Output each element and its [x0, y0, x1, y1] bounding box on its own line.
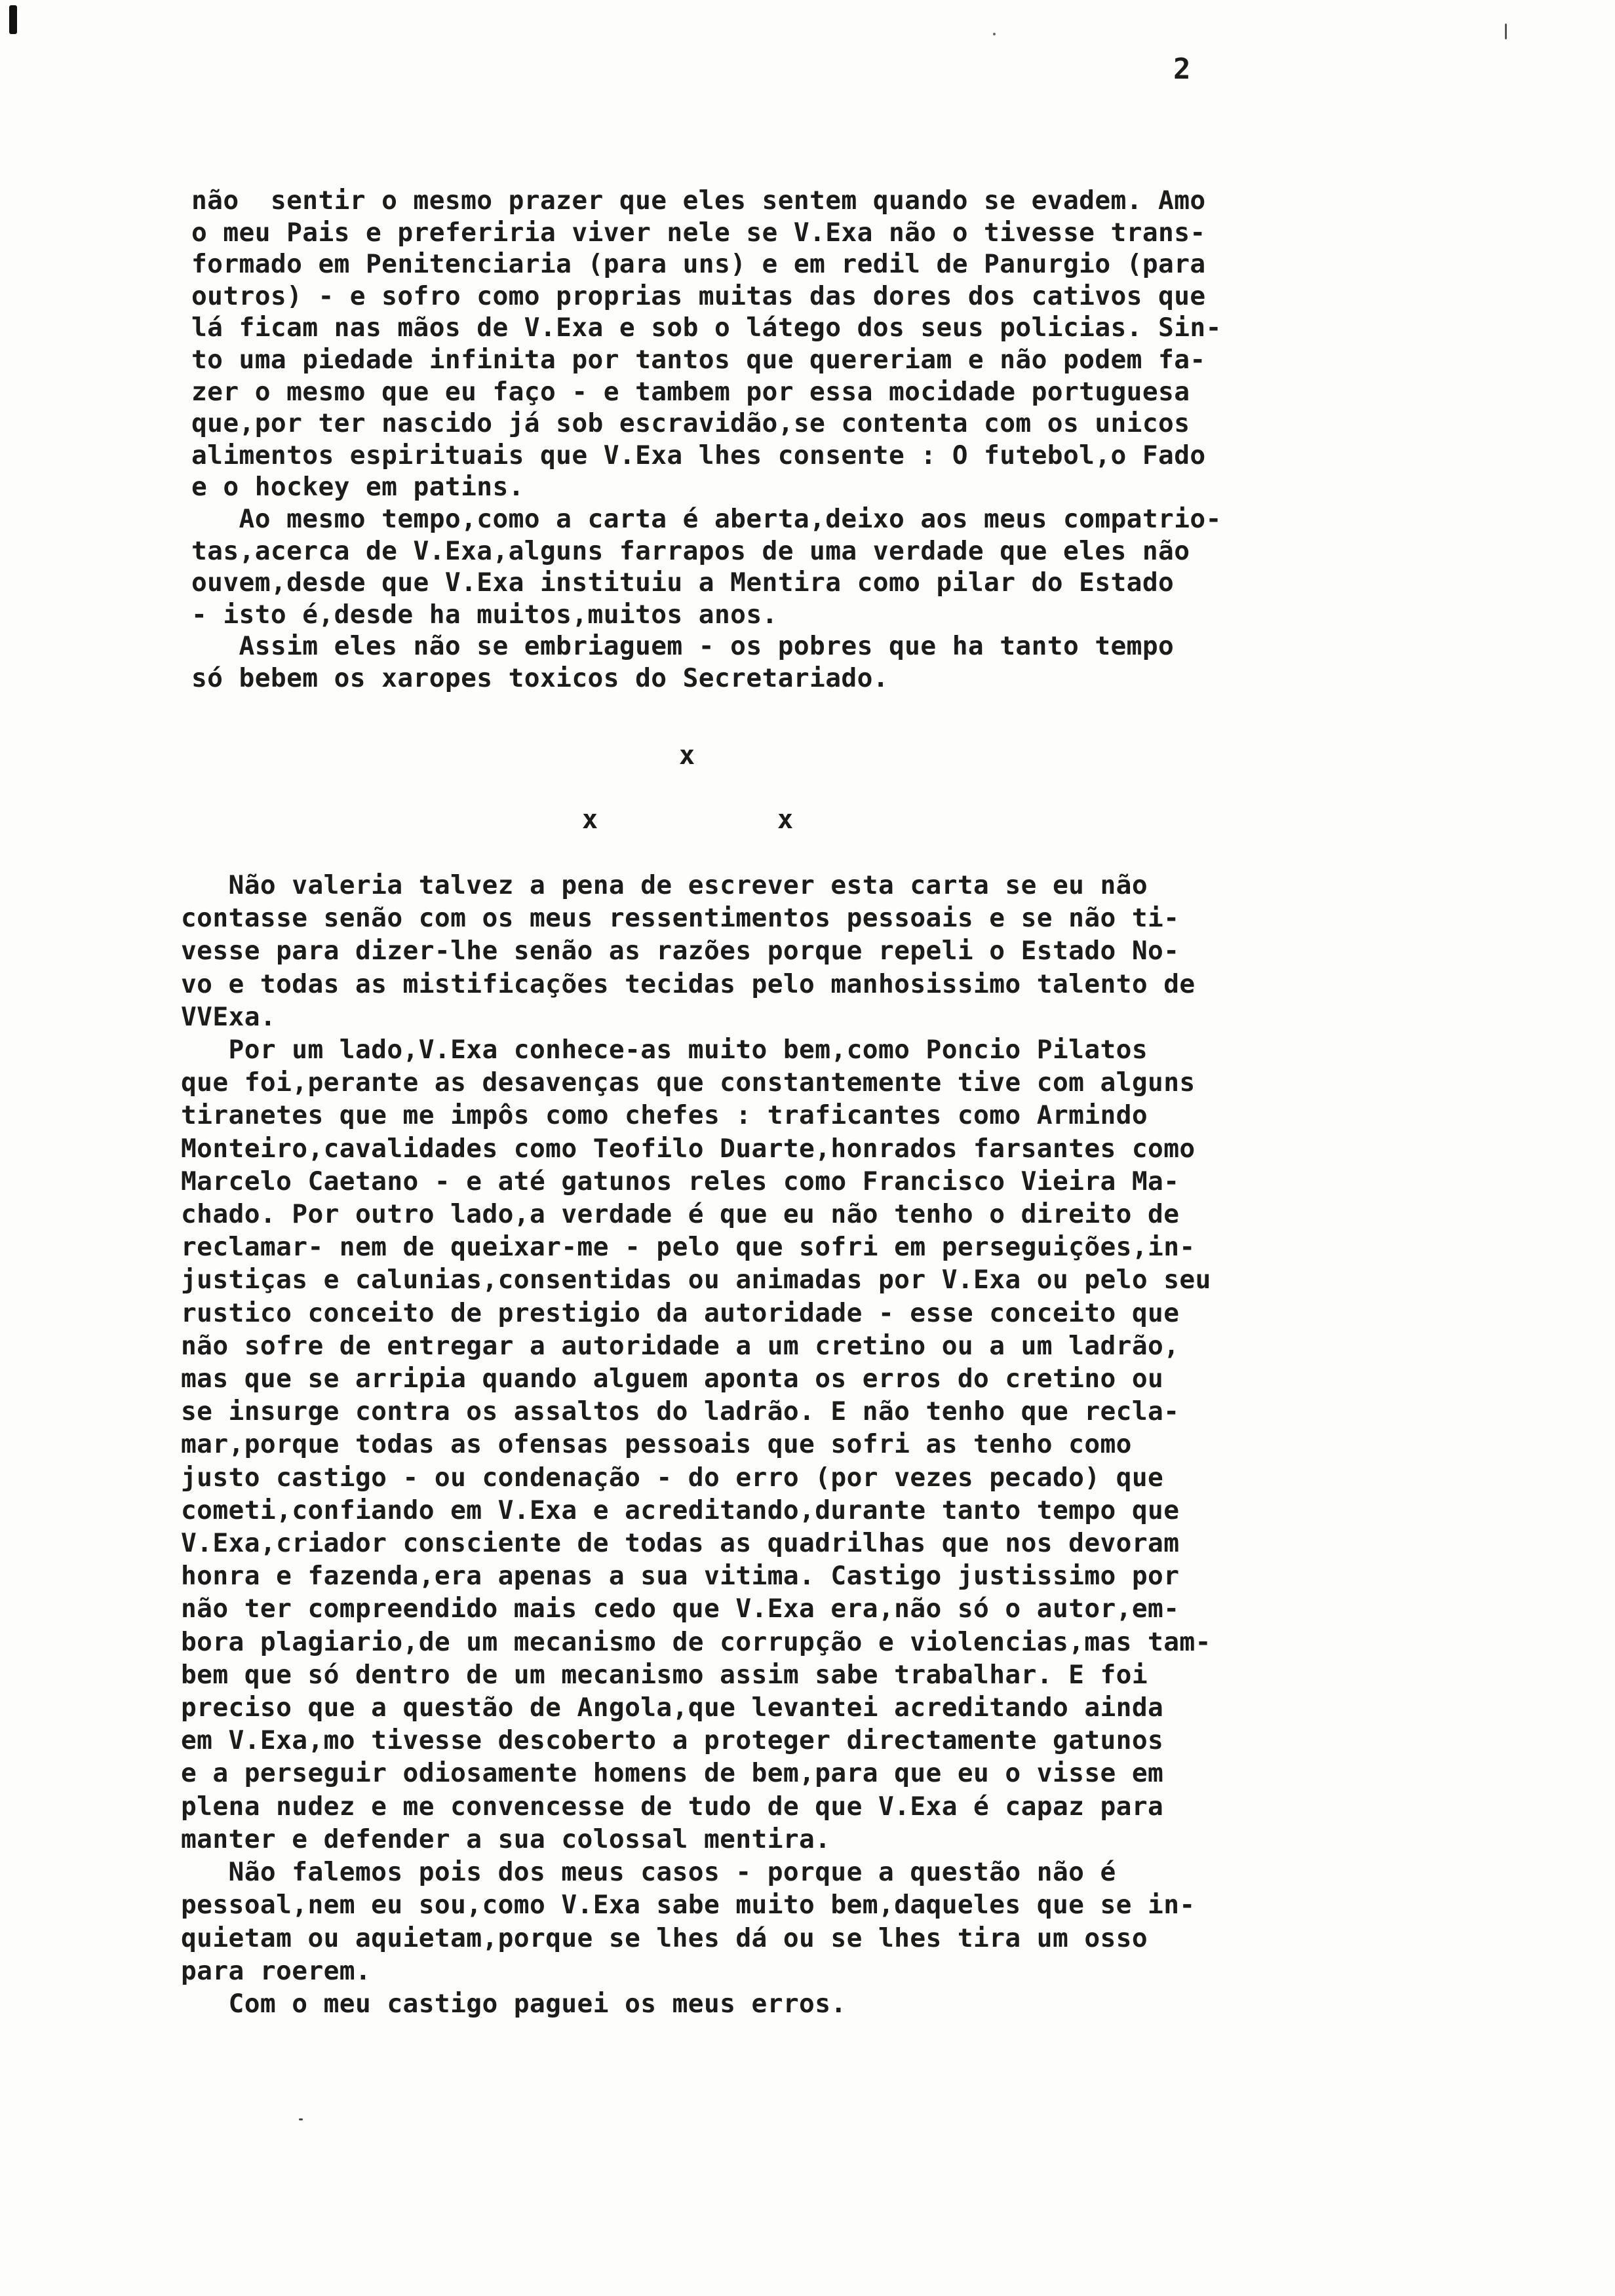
scan-mark: [1505, 24, 1507, 39]
scan-mark: [9, 5, 17, 34]
section-separator: x: [582, 805, 598, 835]
letter-paragraphs-bottom: Não valeria talvez a pena de escrever esta carta se eu não contasse senão com os meus ressentimentos pessoais e se não ti- vesse para dizer-lhe senão as razões porque repeli o Estado No- vo e todas as mistificações tecidas pelo manhosissimo talento de VVExa. Por um lado,V.Exa conhece-as muito bem,como Poncio Pilatos que foi,perante as desavenças que constantemente tive com alguns tiranetes que me impôs como chefes : traficantes como Armindo Monteiro,cavalidades como Teofilo Duarte,honrados farsantes como Marcelo Caetano - e até gatunos reles como Francisco Vieira Ma- chado. Por outro lado,a verdade é que eu não tenho o direito de reclamar- nem de queixar-me - pelo que sofri em perseguições,in- justiças e calunias,consentidas ou animadas por V.Exa ou pelo seu rustico conceito de prestigio da autoridade - esse conceito que não sofre de entregar a autoridade a um cretino ou a um ladrão, mas que se arripia quando alguem aponta os erros do cretino ou se insurge contra os assaltos do ladrão. E não tenho que recla- mar,porque todas as ofensas pessoais que sofri as tenho como justo castigo - ou condenação - do erro (por vezes pecado) que cometi,confiando em V.Exa e acreditando,durante tanto tempo que V.Exa,criador consciente de todas as quadrilhas que nos devoram honra e fazenda,era apenas a sua vitima. Castigo justissimo por não ter compreendido mais cedo que V.Exa era,não só o autor,em- bora plagiario,de um mecanismo de corrupção e violencias,mas tam- bem que só dentro de um mecanismo assim sabe trabalhar. E foi preciso que a questão de Angola,que levantei acreditando ainda em V.Exa,mo tivesse descoberto a proteger directamente gatunos e a perseguir odiosamente homens de bem,para que eu o visse em plena nudez e me convencesse de tudo de que V.Exa é capaz para manter e defender a sua colossal mentira. Não falemos pois dos meus casos - porque a questão não é pessoal,nem eu sou,como V.Exa sabe muito bem,daqueles que se in- quietam ou aquietam,porque se lhes dá ou se lhes tira um osso para roerem. Com o meu castigo paguei os meus erros.: [181, 870, 1211, 2019]
scan-speck: [299, 2118, 303, 2120]
scan-speck: [993, 33, 996, 35]
page-number: 2: [1173, 52, 1191, 86]
section-separator: x: [679, 740, 695, 771]
letter-paragraphs-top: não sentir o mesmo prazer que eles sentem quando se evadem. Amo o meu Pais e preferiria viver nele se V.Exa não o tivesse trans- formado em Penitenciaria (para uns) e em redil de Panurgio (para outros) - e sofro como proprias muitas das dores dos cativos que lá ficam nas mãos de V.Exa e sob o látego dos seus policias. Sin- to uma piedade infinita por tantos que quereriam e não podem fa- zer o mesmo que eu faço - e tambem por essa mocidade portuguesa que,por ter nascido já sob escravidão,se contenta com os unicos alimentos espirituais que V.Exa lhes consente : O futebol,o Fado e o hockey em patins. Ao mesmo tempo,como a carta é aberta,deixo aos meus compatrio- tas,acerca de V.Exa,alguns farrapos de uma verdade que eles não ouvem,desde que V.Exa instituiu a Mentira como pilar do Estado - isto é,desde ha muitos,muitos anos. Assim eles não se embriaguem - os pobres que ha tanto tempo só bebem os xaropes toxicos do Secretariado.: [191, 185, 1222, 693]
section-separator: x: [777, 805, 794, 835]
